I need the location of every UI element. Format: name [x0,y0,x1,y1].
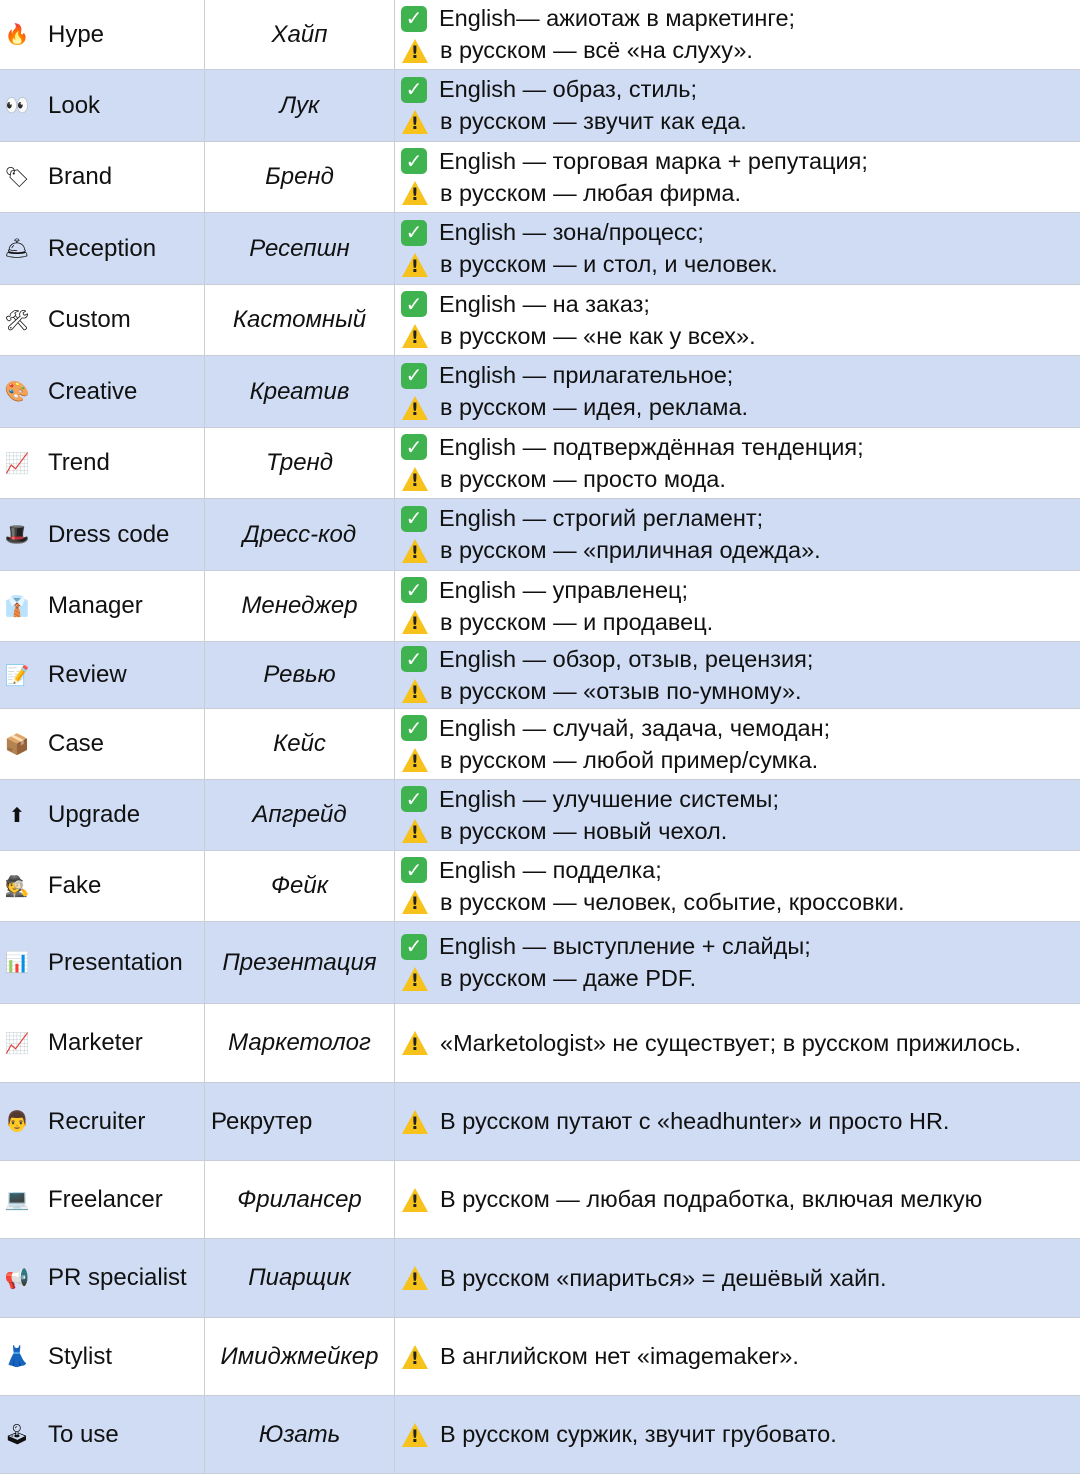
russian-word-cell [205,70,395,141]
english-word-cell [0,428,205,498]
russian-word: Креатив [249,377,350,405]
note-cell [395,1318,1080,1395]
russian-word: Презентация [222,948,377,976]
table-row [0,709,1080,780]
russian-usage-line [401,535,821,567]
russian-word: Имиджмейкер [220,1342,379,1370]
russian-usage-line [401,1184,982,1216]
english-word: Dress code [48,520,170,548]
check-mark-icon: ✓ [401,220,427,246]
english-word: Recruiter [48,1107,146,1135]
note-text: в русском — просто мода. [440,465,726,492]
english-meaning-line [401,74,697,106]
table-row [0,70,1080,142]
russian-usage-line [401,177,741,209]
table-row [0,780,1080,851]
dress-icon: 👗 [4,1346,30,1368]
english-word: Reception [48,234,157,262]
russian-word: Маркетолог [228,1029,371,1056]
russian-usage-line [401,815,727,847]
english-word: Presentation [48,948,183,976]
note-text: English — на заказ; [439,290,650,317]
megaphone-icon: 📢 [4,1267,30,1290]
note-cell [395,213,1080,284]
russian-usage-line [401,320,756,352]
russian-usage-line [401,1027,1021,1059]
russian-usage-line [401,606,713,638]
note-cell [395,1239,1080,1317]
english-word-cell [0,1318,205,1395]
russian-usage-line [401,106,747,138]
note-text: English — случай, задача, чемодан; [439,714,831,741]
russian-word-cell [205,571,395,641]
note-cell [395,285,1080,355]
english-word-cell [0,356,205,427]
check-mark-icon: ✓ [401,786,427,812]
warning-icon [402,181,428,205]
russian-word-cell [205,142,395,212]
note-cell [395,1396,1080,1473]
table-row [0,0,1080,70]
note-text: English— ажиотаж в маркетинге; [439,5,796,31]
note-text: English — образ, стиль; [439,76,697,102]
english-meaning-line [401,288,650,320]
warning-icon [402,1188,428,1212]
check-mark-icon: ✓ [401,77,427,103]
warning-icon [402,39,428,63]
table-row [0,1396,1080,1474]
note-text: в русском — «отзыв по-умному». [440,677,802,704]
russian-word-cell [205,1318,395,1395]
note-cell [395,1083,1080,1160]
russian-word-cell [205,285,395,355]
english-word: Stylist [48,1342,113,1370]
english-word-cell [0,1083,205,1160]
english-meaning-line [401,360,733,392]
eyes-icon: 👀 [4,95,30,117]
russian-usage-line [401,1106,949,1138]
chart-increasing-icon: 📈 [4,452,30,475]
russian-usage-line [401,1262,887,1294]
english-word-cell [0,1161,205,1238]
note-text: в русском — звучит как еда. [440,108,747,134]
note-text: в русском — любая фирма. [440,179,742,206]
table-row [0,1161,1080,1239]
russian-word: Рекрутер [211,1107,313,1135]
warning-icon [402,890,428,914]
note-text: в русском — «приличная одежда». [440,537,821,563]
note-text: English — подделка; [439,856,662,883]
note-text: в русском — человек, событие, кроссовки. [440,888,905,915]
note-text: В русском — любая подработка, включая мелкую [440,1186,983,1212]
joystick-icon: 🕹 [4,1424,30,1446]
english-meaning-line [401,712,830,744]
english-meaning-line [401,854,662,886]
note-cell [395,1004,1080,1082]
russian-usage-line [401,1419,837,1451]
note-cell [395,142,1080,212]
chart-increasing-icon: 📈 [4,1032,30,1055]
english-word-cell [0,70,205,141]
warning-icon [402,610,428,634]
russian-word-cell [205,213,395,284]
note-text: English — обзор, отзыв, рецензия; [439,645,814,672]
note-cell [395,780,1080,850]
warning-icon [402,253,428,277]
check-mark-icon: ✓ [401,363,427,389]
english-word: Review [48,661,127,688]
table-row [0,213,1080,285]
english-word: Hype [48,20,105,48]
table-row [0,571,1080,642]
note-cell [395,851,1080,921]
note-text: в русском — всё «на слуху». [440,37,753,63]
english-word: Marketer [48,1029,143,1056]
office-worker-icon: 👔 [4,595,30,618]
check-mark-icon: ✓ [401,506,427,532]
label-tag-icon: 🏷 [4,166,30,189]
note-text: В английском нет «imagemaker». [440,1343,799,1369]
english-word-cell [0,922,205,1003]
note-cell [395,922,1080,1003]
note-text: English — торговая марка + репутация; [439,147,868,174]
fire-icon: 🔥 [4,24,30,46]
english-word-cell [0,1239,205,1317]
note-text: English — управленец; [439,576,689,603]
warning-icon [402,539,428,563]
warning-icon [402,110,428,134]
warning-icon [402,819,428,843]
table-row [0,1083,1080,1161]
russian-usage-line [401,675,802,707]
warning-icon [402,396,428,420]
note-cell [395,70,1080,141]
table-row [0,642,1080,709]
note-text: в русском — и продавец. [440,608,714,635]
note-text: в русском — даже PDF. [440,965,697,991]
note-cell [395,0,1080,69]
english-meaning-line [401,145,868,177]
russian-usage-line [401,249,778,281]
english-meaning-line [401,217,704,249]
russian-word: Хайп [271,20,328,48]
russian-usage-line [401,963,696,995]
russian-word: Ревью [263,661,336,688]
russian-word-cell [205,0,395,69]
english-meaning-line [401,574,688,606]
bellhop-bell-icon: 🛎 [4,238,30,260]
laptop-icon: 💻 [4,1189,30,1211]
russian-usage-line [401,744,818,776]
note-text: в русском — и стол, и человек. [440,251,778,277]
russian-word-cell [205,922,395,1003]
russian-word: Лук [279,91,320,119]
english-word-cell [0,142,205,212]
english-meaning-line [401,783,779,815]
table-row [0,1318,1080,1396]
russian-word-cell [205,356,395,427]
russian-word-cell [205,499,395,570]
english-word: Creative [48,377,138,405]
detective-icon: 🕵 [4,875,30,898]
note-cell [395,499,1080,570]
russian-word: Дресс-код [242,520,357,548]
check-mark-icon: ✓ [401,646,427,672]
russian-word: Менеджер [241,592,358,619]
check-mark-icon: ✓ [401,148,427,174]
english-word: Case [48,730,105,757]
english-meaning-line [401,643,813,675]
russian-usage-line [401,463,726,495]
russian-word-cell [205,709,395,779]
english-word: PR specialist [48,1264,187,1291]
english-word-cell [0,285,205,355]
warning-icon [402,748,428,772]
note-text: English — зона/процесс; [439,219,704,245]
russian-usage-line [401,886,904,918]
warning-icon [402,467,428,491]
english-word: Custom [48,306,131,333]
check-mark-icon: ✓ [401,291,427,317]
table-row [0,922,1080,1004]
english-word-cell [0,851,205,921]
russian-word-cell [205,1239,395,1317]
russian-word: Фрилансер [237,1185,362,1213]
warning-icon [402,1345,428,1369]
english-word-cell [0,642,205,708]
note-text: English — строгий регламент; [439,505,764,531]
check-mark-icon: ✓ [401,577,427,603]
english-meaning-line [401,3,795,35]
russian-word-cell [205,1083,395,1160]
warning-icon [402,1031,428,1055]
table-row [0,1239,1080,1318]
check-mark-icon: ✓ [401,434,427,460]
up-arrow-icon: ⬆ [8,804,26,827]
note-cell [395,571,1080,641]
russian-word-cell [205,1396,395,1473]
english-word-cell [0,1004,205,1082]
warning-icon [402,1110,428,1134]
check-mark-icon: ✓ [401,715,427,741]
english-word-cell [0,1396,205,1473]
russian-usage-line [401,35,753,67]
table-row [0,428,1080,499]
warning-icon [402,679,428,703]
russian-word: Фейк [270,872,329,899]
note-text: English — подтверждённая тенденция; [439,433,864,460]
english-meaning-line [401,931,811,963]
note-cell [395,642,1080,708]
russian-usage-line [401,1341,799,1373]
russian-word: Юзать [258,1420,341,1448]
english-word-cell [0,780,205,850]
english-word-cell [0,213,205,284]
bar-chart-icon: 📊 [4,952,30,974]
package-icon: 📦 [4,733,30,756]
russian-word-cell [205,851,395,921]
russian-word: Кейс [273,730,326,757]
russian-word: Бренд [265,163,334,190]
note-text: в русском — любой пример/сумка. [440,746,819,773]
russian-word: Тренд [265,449,334,476]
warning-icon [402,1423,428,1447]
table-row [0,142,1080,213]
english-word-cell [0,571,205,641]
check-mark-icon: ✓ [401,6,427,32]
english-word: Upgrade [48,801,141,828]
top-hat-icon: 🎩 [4,524,30,546]
russian-usage-line [401,392,748,424]
note-cell [395,709,1080,779]
english-word: Manager [48,592,143,619]
english-word: To use [48,1420,119,1448]
russian-word-cell [205,1161,395,1238]
note-text: В русском путают с «headhunter» и просто HR. [440,1108,950,1134]
person-icon: 👨 [4,1111,30,1133]
english-meaning-line [401,431,864,463]
english-word: Freelancer [48,1185,163,1213]
english-meaning-line [401,503,763,535]
table-row [0,499,1080,571]
check-mark-icon: ✓ [401,934,427,960]
russian-word: Ресепшн [249,234,350,262]
english-word: Brand [48,163,113,190]
note-text: в русском — идея, реклама. [440,394,749,420]
table-row [0,851,1080,922]
note-text: English — улучшение системы; [439,785,779,812]
artist-palette-icon: 🎨 [4,381,30,403]
table-row [0,1004,1080,1083]
note-text: в русском — «не как у всех». [440,322,756,349]
english-word-cell [0,499,205,570]
english-word: Fake [48,872,102,899]
english-word-cell [0,709,205,779]
russian-word-cell [205,642,395,708]
table-row [0,285,1080,356]
note-text: В русском суржик, звучит грубовато. [440,1421,837,1447]
warning-icon [402,967,428,991]
russian-word-cell [205,428,395,498]
memo-icon: 📝 [4,664,30,687]
note-text: В русском «пиариться» = дешёвый хайп. [440,1264,887,1291]
note-cell [395,356,1080,427]
note-cell [395,428,1080,498]
note-text: English — прилагательное; [439,362,734,388]
check-mark-icon: ✓ [401,857,427,883]
russian-word-cell [205,780,395,850]
note-text: в русском — новый чехол. [440,817,728,844]
english-word: Look [48,91,101,119]
warning-icon [402,1266,428,1290]
warning-icon [402,324,428,348]
russian-word: Кастомный [232,306,367,333]
russian-word-cell [205,1004,395,1082]
note-text: «Marketologist» не существует; в русском прижилось. [440,1029,1022,1056]
english-word-cell [0,0,205,69]
note-text: English — выступление + слайды; [439,933,811,959]
english-word: Trend [48,449,110,476]
table-row [0,356,1080,428]
russian-word: Апгрейд [252,801,347,828]
russian-word: Пиарщик [248,1264,351,1291]
tools-icon: 🛠 [4,309,30,332]
note-cell [395,1161,1080,1238]
